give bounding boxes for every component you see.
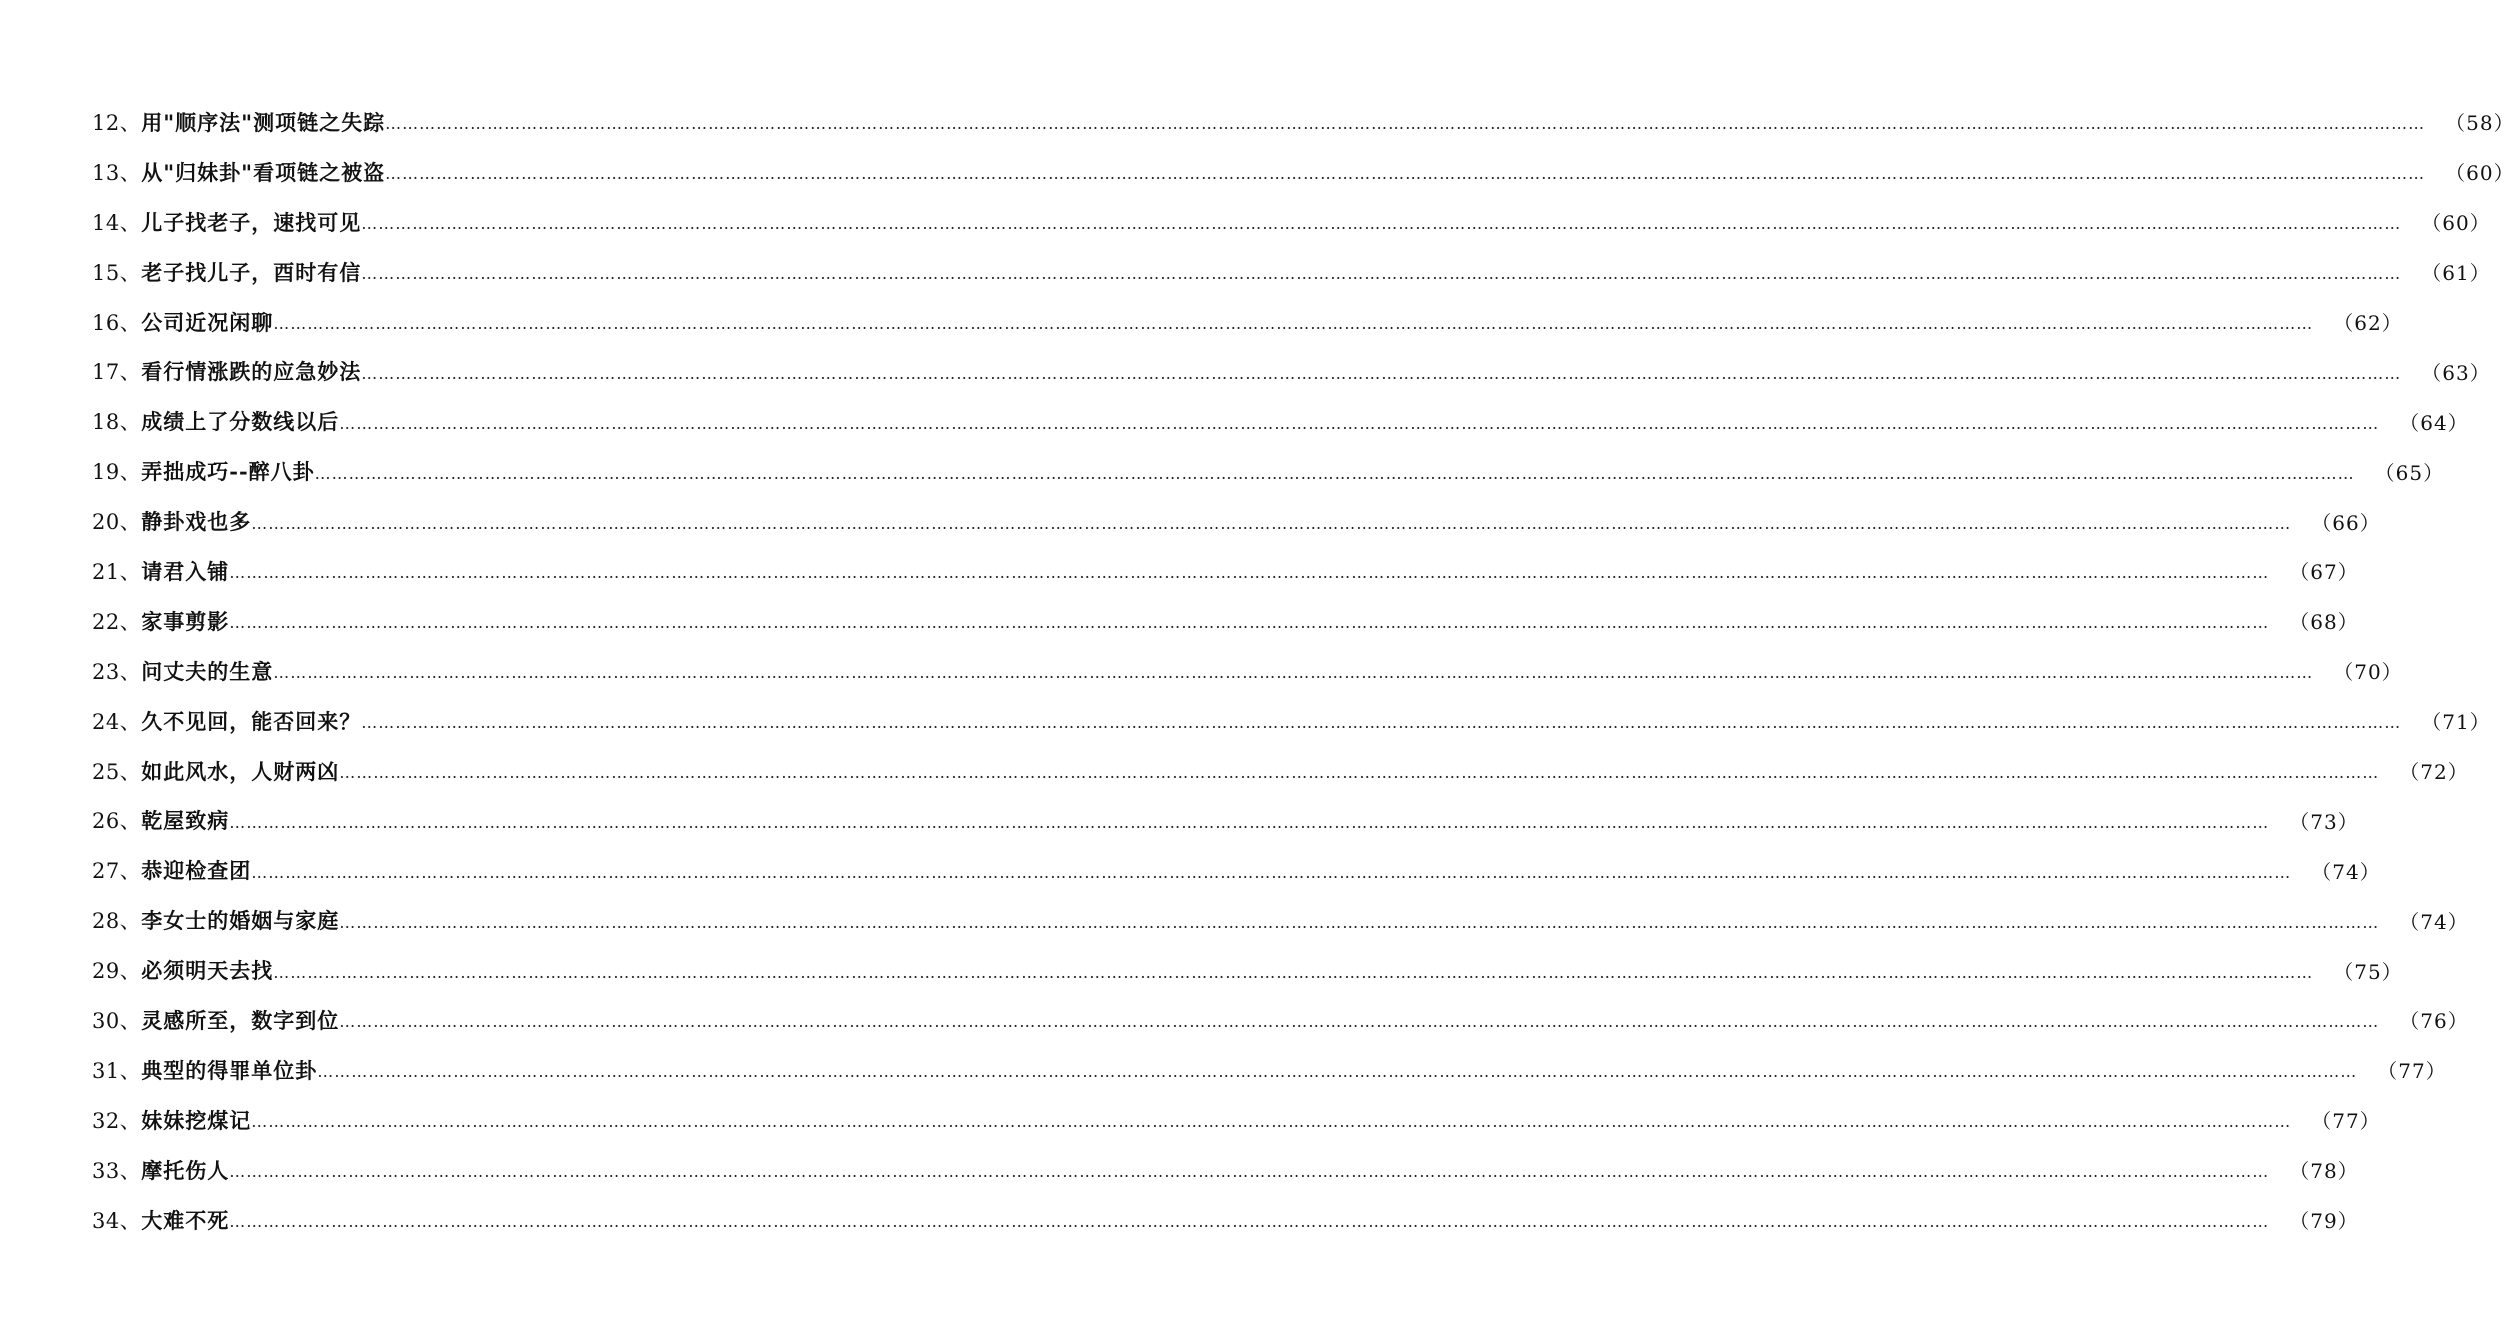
toc-leader-dots: ……………………………………………………………………………………………………………………………………………………………………………………………………………………………………………………………………………………………………………………………… xyxy=(361,363,2402,383)
toc-entry-title: 从"归妹卦"看项链之被盗 xyxy=(141,159,386,185)
toc-entry-number: 20、 xyxy=(92,510,142,535)
toc-leader-dots: ……………………………………………………………………………………………………………………………………………………………………………………………………………………………………………………………………………………………………………………………… xyxy=(251,1112,2292,1132)
toc-leader-dots: ……………………………………………………………………………………………………………………………………………………………………………………………………………………………………………………………………………………………………………………………… xyxy=(339,912,2380,932)
toc-leader-dots: ……………………………………………………………………………………………………………………………………………………………………………………………………………………………………………………………………………………………………………………………… xyxy=(361,713,2402,733)
toc-entry-page: （65） xyxy=(2374,460,2445,485)
toc-entry-title: 公司近况闲聊 xyxy=(141,309,274,335)
toc-leader-dots: ……………………………………………………………………………………………………………………………………………………………………………………………………………………………………………………………………………………………………………………………… xyxy=(229,613,2270,633)
toc-entry-number: 16、 xyxy=(92,310,142,335)
toc-entry-number: 34、 xyxy=(92,1208,142,1233)
toc-entry-number: 32、 xyxy=(92,1108,142,1133)
toc-entry-title: 老子找儿子，酉时有信 xyxy=(141,259,362,285)
toc-leader-dots: ……………………………………………………………………………………………………………………………………………………………………………………………………………………………………………………………………………………………………………………………… xyxy=(273,663,2314,683)
toc-entry-number: 14、 xyxy=(92,210,142,235)
toc-leader-dots: ……………………………………………………………………………………………………………………………………………………………………………………………………………………………………………………………………………………………………………………………… xyxy=(385,164,2426,184)
toc-entry[interactable] xyxy=(92,1095,2381,1145)
toc-entry-page: （72） xyxy=(2399,760,2469,785)
toc-leader-dots: ……………………………………………………………………………………………………………………………………………………………………………………………………………………………………………………………………………………………………………………………… xyxy=(361,214,2402,234)
toc-entry-title: 李女士的婚姻与家庭 xyxy=(141,908,340,934)
toc-entry-title: 久不见回，能否回来？ xyxy=(141,708,362,734)
toc-entry-title: 必须明天去找 xyxy=(141,958,274,984)
toc-entry[interactable] xyxy=(92,1145,2359,1195)
toc-entry[interactable] xyxy=(92,247,2491,297)
toc-entry-number: 22、 xyxy=(92,609,142,634)
toc-entry-title: 灵感所至，数字到位 xyxy=(141,1007,340,1033)
toc-entry-page: （66） xyxy=(2311,510,2381,535)
toc-leader-dots: ……………………………………………………………………………………………………………………………………………………………………………………………………………………………………………………………………………………………………………………………… xyxy=(317,1062,2358,1082)
toc-entry[interactable] xyxy=(92,1195,2359,1245)
toc-entry-number: 23、 xyxy=(92,659,142,684)
toc-entry[interactable] xyxy=(92,496,2381,546)
toc-leader-dots: ……………………………………………………………………………………………………………………………………………………………………………………………………………………………………………………………………………………………………………………………… xyxy=(273,314,2314,333)
toc-entry-number: 30、 xyxy=(92,1008,142,1033)
toc-entry-number: 18、 xyxy=(92,410,142,435)
toc-entry-title: 儿子找老子，速找可见 xyxy=(141,209,362,235)
toc-leader-dots: ……………………………………………………………………………………………………………………………………………………………………………………………………………………………………………………………………………………………………………………………… xyxy=(339,1012,2380,1032)
toc-entry-page: （77） xyxy=(2311,1109,2381,1134)
toc-entry-page: （79） xyxy=(2289,1209,2359,1234)
table-of-contents xyxy=(92,97,2515,1244)
toc-leader-dots: ……………………………………………………………………………………………………………………………………………………………………………………………………………………………………………………………………………………………………………………………… xyxy=(229,563,2270,583)
toc-entry-title: 成绩上了分数线以后 xyxy=(141,409,340,435)
toc-leader-dots: ……………………………………………………………………………………………………………………………………………………………………………………………………………………………………………………………………………………………………………………………… xyxy=(229,1212,2270,1232)
toc-entry-title: 静卦戏也多 xyxy=(141,509,252,535)
toc-entry[interactable] xyxy=(92,845,2381,895)
toc-entry-page: （64） xyxy=(2399,410,2469,435)
toc-entry-title: 乾屋致病 xyxy=(141,808,230,834)
toc-entry[interactable] xyxy=(92,297,2403,347)
toc-entry-number: 26、 xyxy=(92,809,142,834)
toc-entry[interactable] xyxy=(92,97,2515,147)
toc-leader-dots: ……………………………………………………………………………………………………………………………………………………………………………………………………………………………………………………………………………………………………………………………… xyxy=(273,962,2314,982)
toc-entry[interactable] xyxy=(92,446,2445,496)
toc-entry-page: （75） xyxy=(2333,959,2403,984)
toc-leader-dots: ……………………………………………………………………………………………………………………………………………………………………………………………………………………………………………………………………………………………………………………………… xyxy=(229,812,2270,832)
toc-leader-dots: ……………………………………………………………………………………………………………………………………………………………………………………………………………………………………………………………………………………………………………………………… xyxy=(314,463,2355,483)
toc-entry-page: （63） xyxy=(2421,360,2491,385)
toc-entry[interactable] xyxy=(92,646,2403,696)
toc-entry[interactable] xyxy=(92,995,2469,1045)
toc-entry-page: （78） xyxy=(2289,1159,2359,1184)
toc-entry[interactable] xyxy=(92,746,2469,796)
toc-entry-page: （77） xyxy=(2377,1059,2447,1084)
toc-leader-dots: ……………………………………………………………………………………………………………………………………………………………………………………………………………………………………………………………………………………………………………………………… xyxy=(339,763,2380,783)
toc-entry-title: 妹妹挖煤记 xyxy=(141,1107,252,1133)
toc-entry-page: （60） xyxy=(2445,161,2515,186)
toc-entry-title: 如此风水，人财两凶 xyxy=(141,758,340,784)
toc-entry-page: （73） xyxy=(2289,809,2359,834)
toc-entry[interactable] xyxy=(92,346,2491,396)
toc-entry-title: 用"顺序法"测项链之失踪 xyxy=(141,109,386,135)
toc-entry[interactable] xyxy=(92,795,2359,845)
toc-entry-page: （58） xyxy=(2445,111,2515,136)
toc-entry[interactable] xyxy=(92,197,2491,247)
toc-entry[interactable] xyxy=(92,1045,2447,1095)
toc-entry-page: （70） xyxy=(2333,660,2403,685)
toc-entry-page: （68） xyxy=(2289,610,2359,635)
toc-entry[interactable] xyxy=(92,945,2403,995)
toc-entry-number: 21、 xyxy=(92,559,142,584)
toc-entry-number: 31、 xyxy=(92,1058,142,1083)
toc-entry-title: 弄拙成巧--醉八卦 xyxy=(141,459,315,485)
toc-entry-title: 问丈夫的生意 xyxy=(141,658,274,684)
toc-entry-page: （74） xyxy=(2311,859,2381,884)
toc-entry-number: 28、 xyxy=(92,909,142,934)
toc-entry[interactable] xyxy=(92,546,2359,596)
toc-leader-dots: ……………………………………………………………………………………………………………………………………………………………………………………………………………………………………………………………………………………………………………………………… xyxy=(361,264,2402,284)
toc-entry-page: （71） xyxy=(2421,710,2491,735)
toc-entry-number: 19、 xyxy=(92,460,142,485)
toc-entry-page: （61） xyxy=(2421,261,2491,286)
toc-entry-title: 请君入铺 xyxy=(141,558,230,584)
toc-entry-title: 大难不死 xyxy=(141,1207,230,1233)
toc-leader-dots: ……………………………………………………………………………………………………………………………………………………………………………………………………………………………………………………………………………………………………………………………… xyxy=(229,1162,2270,1182)
toc-entry-page: （74） xyxy=(2399,909,2469,934)
toc-leader-dots: ……………………………………………………………………………………………………………………………………………………………………………………………………………………………………………………………………………………………………………………………… xyxy=(251,513,2292,533)
toc-entry-number: 29、 xyxy=(92,959,142,984)
toc-entry-title: 典型的得罪单位卦 xyxy=(141,1057,318,1083)
toc-entry-title: 摩托伤人 xyxy=(141,1157,230,1183)
toc-entry-number: 12、 xyxy=(92,110,142,135)
toc-entry[interactable] xyxy=(92,147,2515,197)
toc-entry-page: （76） xyxy=(2399,1009,2469,1034)
toc-entry[interactable] xyxy=(92,696,2491,746)
toc-leader-dots: ……………………………………………………………………………………………………………………………………………………………………………………………………………………………………………………………………………………………………………………………… xyxy=(251,862,2292,882)
toc-entry-title: 看行情涨跌的应急妙法 xyxy=(141,359,362,385)
toc-entry-number: 17、 xyxy=(92,360,142,385)
toc-entry-page: （60） xyxy=(2421,211,2491,236)
toc-leader-dots: ……………………………………………………………………………………………………………………………………………………………………………………………………………………………………………………………………………………………………………………………… xyxy=(385,114,2426,134)
toc-entry-page: （67） xyxy=(2289,560,2359,585)
toc-entry-number: 24、 xyxy=(92,709,142,734)
toc-entry[interactable] xyxy=(92,396,2469,446)
toc-entry-number: 25、 xyxy=(92,759,142,784)
toc-entry-title: 恭迎检查团 xyxy=(141,858,252,884)
toc-entry[interactable] xyxy=(92,596,2359,646)
toc-entry-number: 33、 xyxy=(92,1158,142,1183)
toc-entry-number: 27、 xyxy=(92,859,142,884)
toc-entry-number: 15、 xyxy=(92,260,142,285)
toc-entry[interactable] xyxy=(92,895,2469,945)
toc-entry-title: 家事剪影 xyxy=(141,608,230,634)
toc-leader-dots: ……………………………………………………………………………………………………………………………………………………………………………………………………………………………………………………………………………………………………………………………… xyxy=(339,413,2380,433)
toc-entry-number: 13、 xyxy=(92,160,142,185)
toc-entry-page: （62） xyxy=(2333,311,2403,335)
